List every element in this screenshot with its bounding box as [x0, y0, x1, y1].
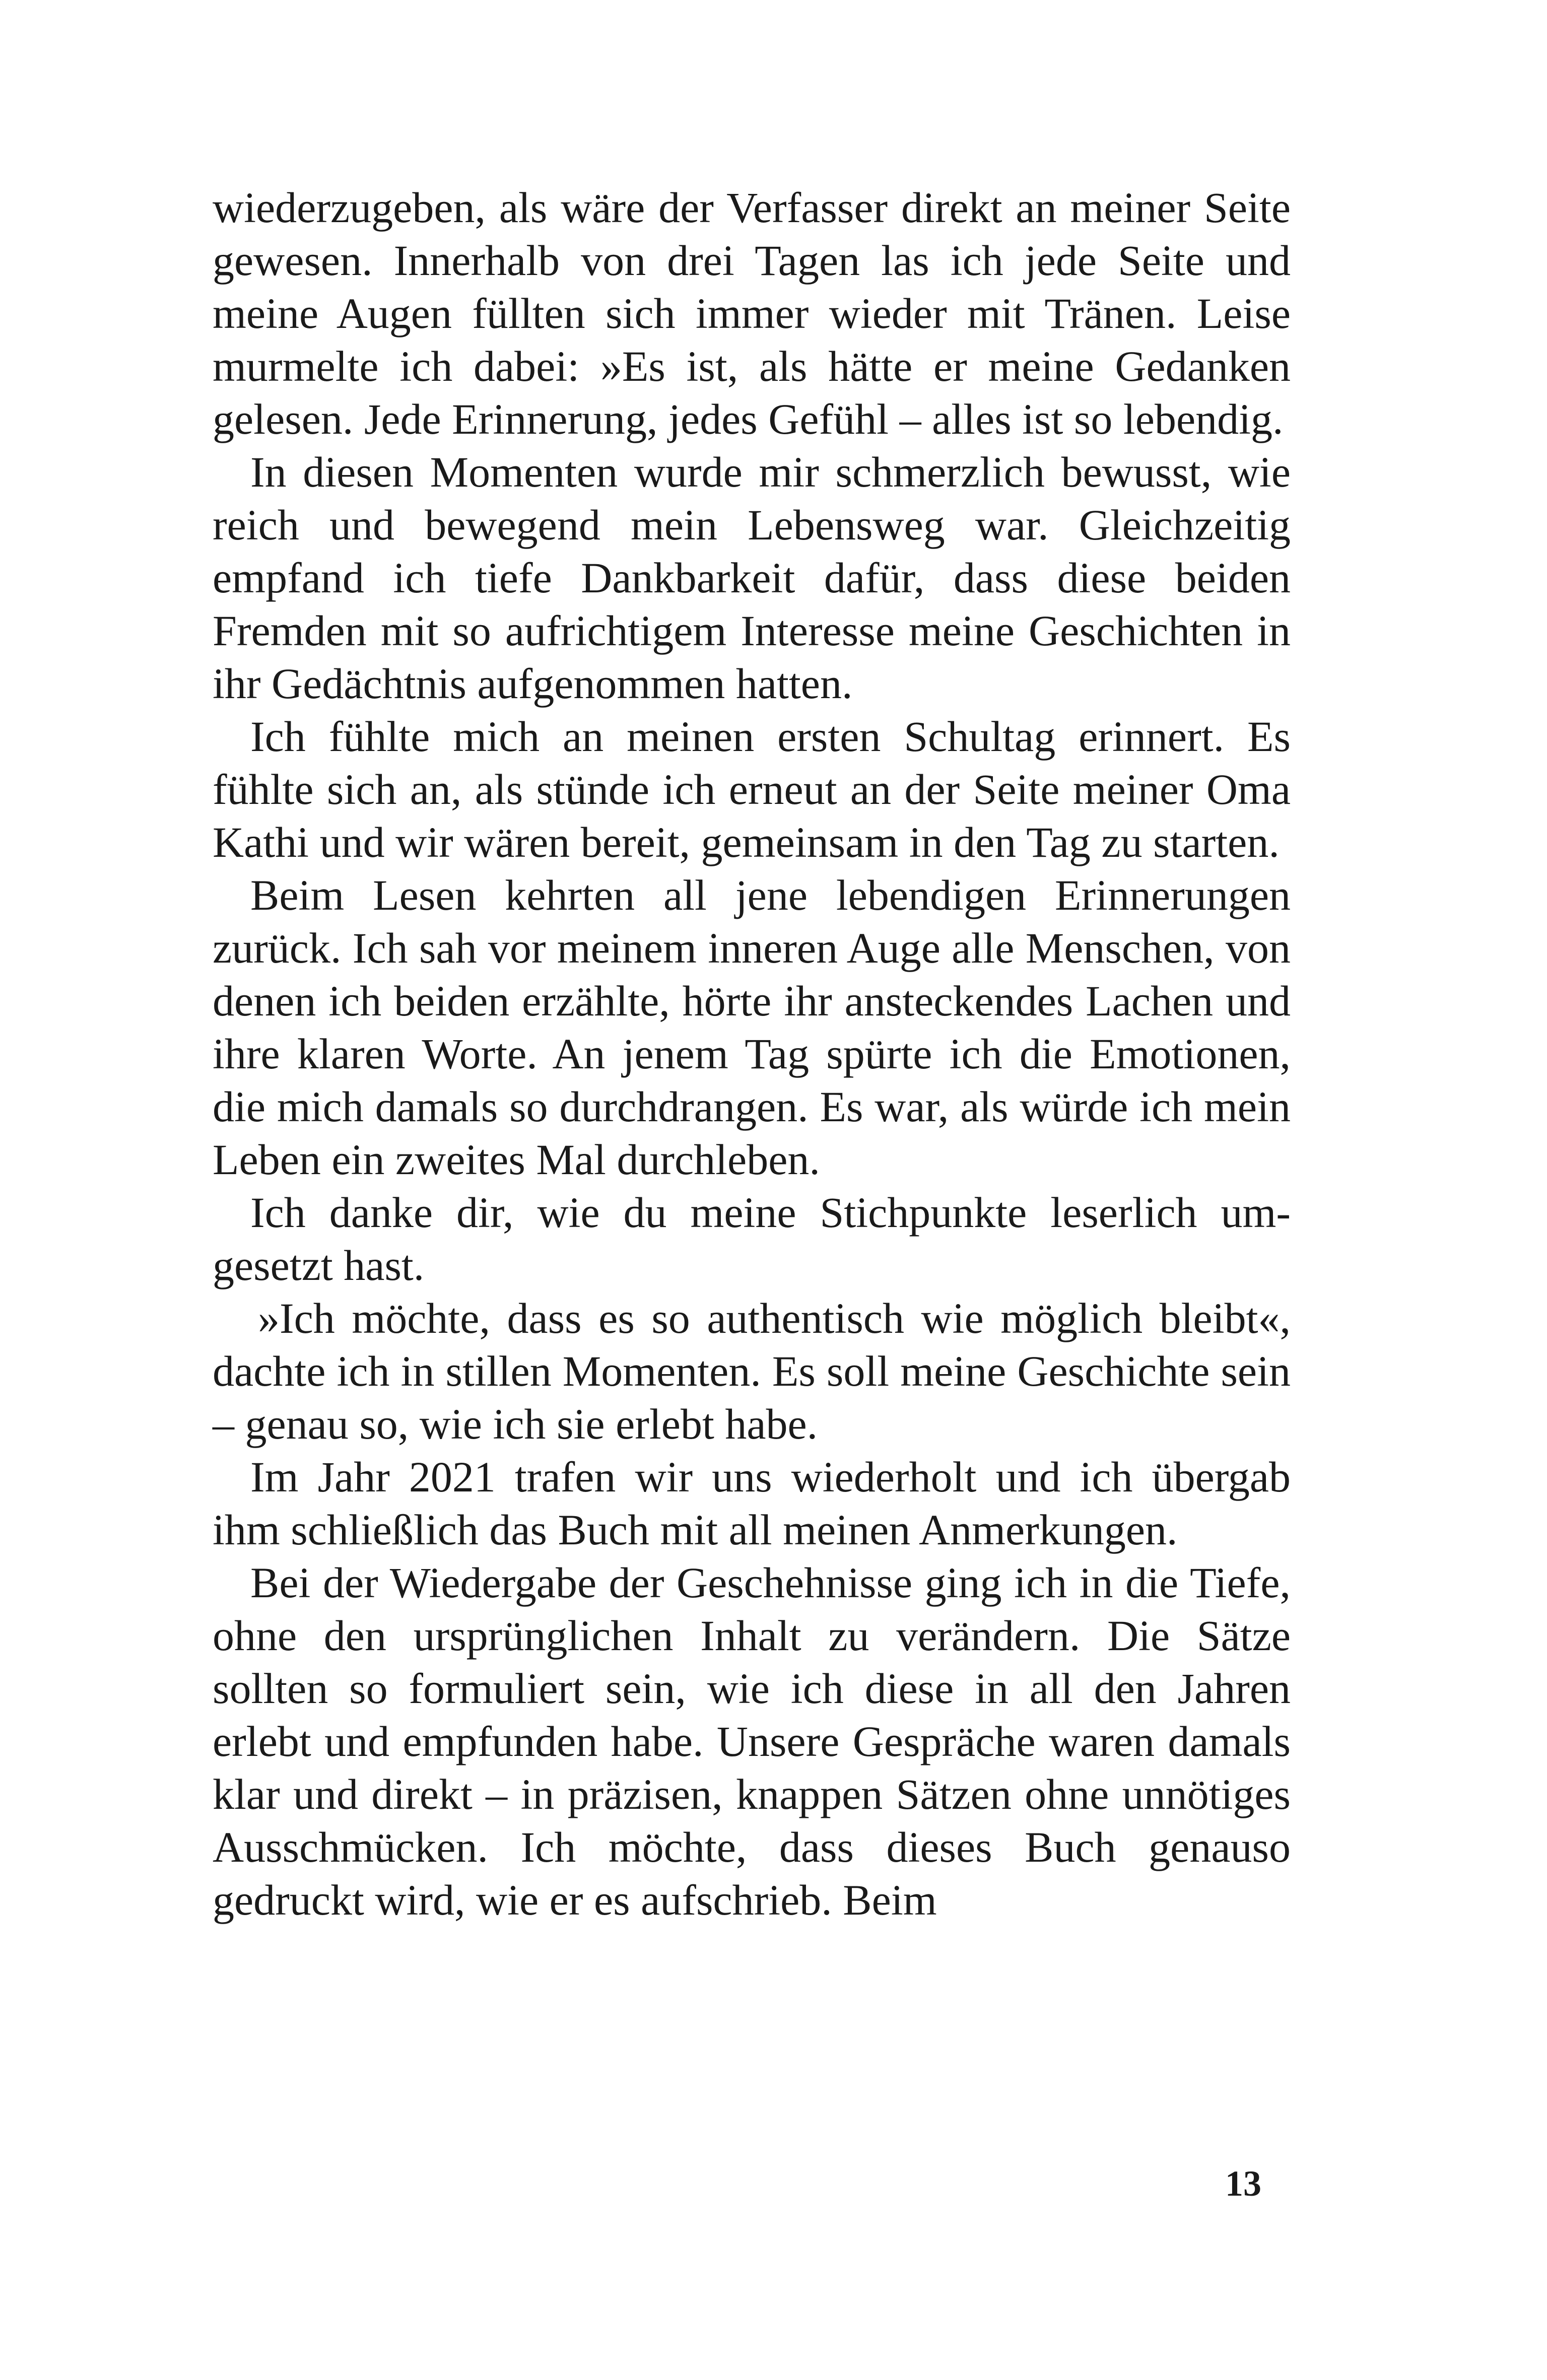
page-number: 13 [1225, 2163, 1261, 2204]
paragraph-8: Bei der Wiedergabe der Geschehnisse ging ich in die Tiefe, ohne den ursprünglichen Inhalt zu verändern. Die Sätze sollten so formuliert sein, wie ich diese in all den Jahren erlebt und empfunden habe. Unsere Gespräche waren damals klar und direkt – in präzisen, knappen Sätzen ohne unnötiges Ausschmücken. Ich möchte, dass dieses Buch genauso gedruckt wird, wie er es aufschrieb. Beim [213, 1558, 1291, 1924]
paragraph-4: Beim Lesen kehrten all jene lebendigen Erinnerungen zurück. Ich sah vor meinem inneren Auge alle Menschen, von denen ich beiden erzählte, hörte ihr ansteckendes Lachen und ihre klaren Worte. An jenem Tag spürte ich die Emotionen, die mich damals so durchdrangen. Es war, als würde ich mein Leben ein zweites Mal durchleben. [213, 871, 1291, 1184]
paragraph-6: »Ich möchte, dass es so authentisch wie möglich bleibt«, dachte ich in stillen Momenten. Es soll meine Geschichte sein – genau so, wie ich sie erlebt habe. [213, 1294, 1291, 1448]
paragraph-5: Ich danke dir, wie du meine Stichpunkte leserlich umgesetzt hast. [213, 1188, 1291, 1289]
paragraph-3: Ich fühlte mich an meinen ersten Schultag erinnert. Es fühlte sich an, als stünde ich erneut an der Seite meiner Oma Kathi und wir wären bereit, gemeinsam in den Tag zu starten. [213, 712, 1291, 866]
paragraph-1: wiederzugeben, als wäre der Verfasser direkt an meiner Seite gewesen. Innerhalb von drei Tagen las ich jede Seite und meine Augen füllten sich immer wieder mit Tränen. Leise murmelte ich dabei: »Es ist, als hätte er meine Gedanken gelesen. Jede Erinnerung, jedes Gefühl – alles ist so lebendig. [213, 183, 1291, 443]
paragraph-2: In diesen Momenten wurde mir schmerzlich bewusst, wie reich und bewegend mein Lebensweg war. Gleichzeitig empfand ich tiefe Dankbarkeit dafür, dass diese beiden Fremden mit so aufrichtigem Interesse meine Geschichten in ihr Gedächtnis aufgenommen hatten. [213, 448, 1291, 708]
paragraph-7: Im Jahr 2021 trafen wir uns wiederholt und ich übergab ihm schließlich das Buch mit all meinen Anmerkungen. [213, 1453, 1291, 1554]
body-text [213, 181, 1291, 1927]
